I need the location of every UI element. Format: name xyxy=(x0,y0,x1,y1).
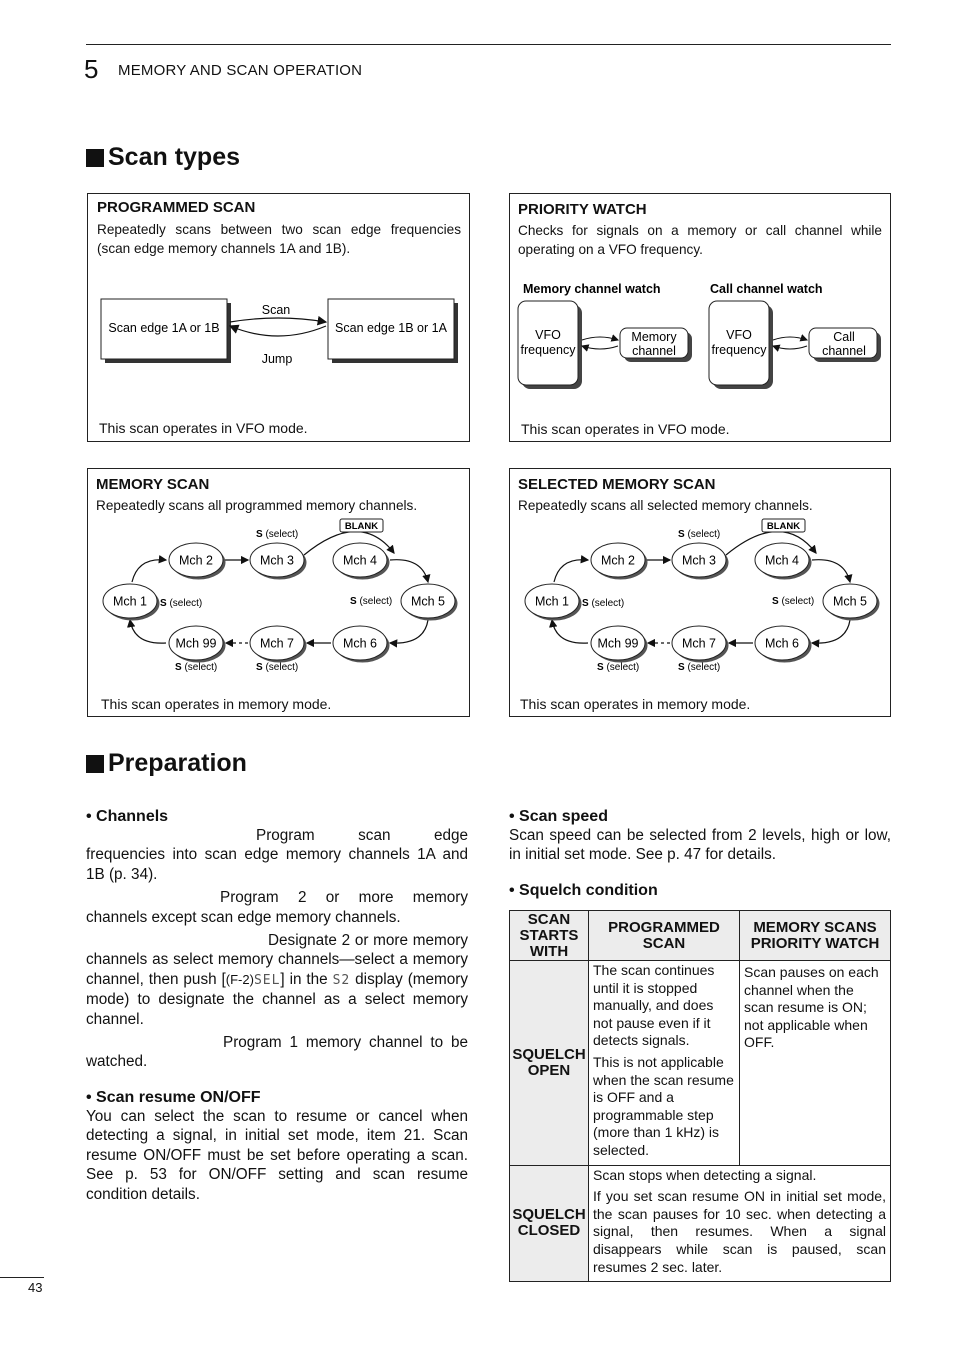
header-programmed-scan: PROGRAMMED SCAN xyxy=(589,911,740,961)
ring-arrow xyxy=(132,560,166,582)
squelch-condition-table xyxy=(509,910,891,1282)
channel-label: Mch 5 xyxy=(410,594,446,609)
programmed-scan-diagram xyxy=(88,194,469,441)
selected-memory-scan-diagram xyxy=(510,469,890,716)
ring-arrow xyxy=(552,620,588,643)
header-memory-priority: MEMORY SCANS PRIORITY WATCH xyxy=(740,911,891,961)
ring-arrow xyxy=(130,620,166,643)
priority-watch-panel xyxy=(509,193,891,442)
ring-arrow xyxy=(812,620,850,643)
p3-text-a: Designate 2 or more memory channels as select memory channels—select a memory channel, then push [ xyxy=(86,932,468,988)
sel-display-label: SEL xyxy=(253,972,281,988)
cell-text: Scan stops when detecting a signal. xyxy=(593,1166,817,1183)
squelch-condition-subheading: • Squelch condition xyxy=(509,881,658,899)
select-label: S (select) xyxy=(256,529,299,540)
header-scan-starts-with: SCAN STARTS WITH xyxy=(510,911,589,961)
channels-paragraph-2: Program 2 or more memory channels except scan edge memory channels. xyxy=(86,889,468,926)
memory-channel-watch-label: Memory channel watch xyxy=(523,282,661,296)
channel-label: Mch 3 xyxy=(681,553,717,568)
square-bullet-icon xyxy=(86,755,104,773)
memory-channel-label: channel xyxy=(632,344,676,358)
select-label: S (select) xyxy=(678,662,721,673)
panel-title: PROGRAMMED SCAN xyxy=(97,199,256,216)
heading-text: Preparation xyxy=(108,749,247,777)
panel-title: PRIORITY WATCH xyxy=(518,201,647,218)
table-row xyxy=(510,1165,891,1282)
scan-edge-right-label: Scan edge 1B or 1A xyxy=(335,321,447,335)
channel-label: Mch 99 xyxy=(175,636,217,651)
s2-display-label: S2 xyxy=(332,972,351,988)
vfo-frequency-label: VFO xyxy=(726,328,752,342)
preparation-left-column xyxy=(86,808,468,1204)
select-label: S (select) xyxy=(175,662,218,673)
cell-text: If you set scan resume ON in initial set mode, the scan pauses for 10 sec. when detecting a signal, then resumes. When a signal disappears while scan is paused, scan resumes 2 sec. later. xyxy=(593,1188,886,1275)
channel-label: Mch 7 xyxy=(681,636,717,651)
channel-label: Mch 4 xyxy=(342,553,378,568)
panel-description: Repeatedly scans between two scan edge frequencies (scan edge memory channels 1A and 1B). xyxy=(97,222,461,256)
squelch-open-programmed xyxy=(589,961,740,1166)
squelch-open-memory xyxy=(740,961,891,1166)
channel-label: Mch 2 xyxy=(178,553,214,568)
select-label: S (select) xyxy=(160,598,203,609)
panel-title: SELECTED MEMORY SCAN xyxy=(518,476,716,493)
channel-label: Mch 4 xyxy=(764,553,800,568)
squelch-closed-label: SQUELCH CLOSED xyxy=(510,1165,589,1282)
channel-label: Mch 99 xyxy=(597,636,639,651)
memory-scan-panel xyxy=(87,468,470,717)
chapter-number: 5 xyxy=(84,54,99,84)
panel-description: Repeatedly scans all programmed memory channels. xyxy=(96,498,418,513)
cell-text: The scan continues until it is stopped manually, and does not pause even if it detects signals. xyxy=(593,962,715,1049)
jump-arrow xyxy=(230,326,326,336)
chapter-title: MEMORY AND SCAN OPERATION xyxy=(118,62,363,79)
page-number-rule xyxy=(0,1277,44,1278)
channel-label: Mch 3 xyxy=(259,553,295,568)
f2-key-label: (F-2) xyxy=(225,971,254,987)
ring-arrow xyxy=(812,560,850,582)
preparation-heading xyxy=(86,749,247,778)
blank-badge-label: BLANK xyxy=(344,521,379,532)
call-channel-watch-label: Call channel watch xyxy=(710,282,823,296)
p3-text-b: ] in the xyxy=(280,970,328,988)
p3-text-c: display (memory mode) to designate the channel as a select memory channel. xyxy=(86,970,469,1028)
selected-memory-scan-panel xyxy=(509,468,891,717)
scan-types-heading xyxy=(86,143,240,172)
squelch-closed-text xyxy=(589,1165,891,1282)
call-channel-label: Call xyxy=(833,330,855,344)
channel-label: Mch 6 xyxy=(764,636,800,651)
select-label: S (select) xyxy=(772,596,815,607)
vfo-frequency-label: frequency xyxy=(520,343,576,357)
channel-label: Mch 1 xyxy=(534,594,570,609)
channel-label: Mch 7 xyxy=(259,636,295,651)
channel-label: Mch 2 xyxy=(600,553,636,568)
panel-footer: This scan operates in memory mode. xyxy=(520,696,751,712)
select-label: S (select) xyxy=(350,596,393,607)
vfo-frequency-label: VFO xyxy=(535,328,561,342)
memory-channel-label: Memory xyxy=(631,330,677,344)
select-label: S (select) xyxy=(256,662,299,673)
jump-arrow-label: Jump xyxy=(261,352,293,366)
scan-resume-text: You can select the scan to resume or cancel when detecting a signal, in initial set mode, item 21. Scan resume ON/OFF must be set before operating a scan. See p. 53 for ON/OFF setting and scan resume condition details. xyxy=(86,1107,468,1203)
select-label: S (select) xyxy=(582,598,625,609)
scan-edge-left-label: Scan edge 1A or 1B xyxy=(108,321,220,335)
scan-speed-subheading: • Scan speed xyxy=(509,808,608,825)
channel-label: Mch 5 xyxy=(832,594,868,609)
heading-text: Scan types xyxy=(108,143,241,171)
page-number: 43 xyxy=(28,1280,43,1295)
panel-title: MEMORY SCAN xyxy=(96,476,210,493)
memory-scan-diagram xyxy=(88,469,469,716)
squelch-open-label: SQUELCH OPEN xyxy=(510,961,589,1166)
panel-description: Checks for signals on a memory or call channel while operating on a VFO frequency. xyxy=(518,223,882,257)
ring-arrow xyxy=(390,560,428,582)
panel-footer: This scan operates in VFO mode. xyxy=(521,421,730,437)
blank-badge-label: BLANK xyxy=(766,521,801,532)
priority-watch-diagram xyxy=(510,194,890,441)
channels-paragraph-3 xyxy=(86,931,468,1029)
ring-arrow xyxy=(554,560,588,582)
panel-footer: This scan operates in VFO mode. xyxy=(99,420,308,436)
panel-description: Repeatedly scans all selected memory channels. xyxy=(518,498,813,513)
table-row xyxy=(510,961,891,1166)
channels-subheading: • Channels xyxy=(86,808,169,825)
channel-label: Mch 1 xyxy=(112,594,148,609)
scan-arrow xyxy=(230,318,326,322)
ring-arrow xyxy=(390,620,428,643)
channel-label: Mch 6 xyxy=(342,636,378,651)
channels-paragraph-1: Program scan edge frequencies into scan edge memory channels 1A and 1B (p. 34). xyxy=(86,827,468,883)
cell-text: Scan pauses on each channel when the scan resume is ON; not applicable when OFF. xyxy=(744,964,879,1051)
header-rule xyxy=(86,44,891,45)
call-channel-label: channel xyxy=(822,344,866,358)
programmed-scan-panel xyxy=(87,193,470,442)
square-bullet-icon xyxy=(86,149,104,167)
preparation-right-column xyxy=(509,808,891,900)
panel-footer: This scan operates in memory mode. xyxy=(101,696,332,712)
cell-text: This is not applicable when the scan resume is OFF and a programmable step (more than 1 kHz) is selected. xyxy=(593,1053,734,1158)
scan-resume-subheading: • Scan resume ON/OFF xyxy=(86,1088,261,1106)
select-label: S (select) xyxy=(678,529,721,540)
scan-arrow-label: Scan xyxy=(261,303,291,317)
select-label: S (select) xyxy=(597,662,640,673)
scan-speed-text: Scan speed can be selected from 2 levels, high or low, in initial set mode. See p. 47 for details. xyxy=(509,827,891,864)
vfo-frequency-label: frequency xyxy=(711,343,767,357)
table-header-row xyxy=(510,911,891,961)
channels-paragraph-4: Program 1 memory channel to be watched. xyxy=(86,1034,468,1071)
